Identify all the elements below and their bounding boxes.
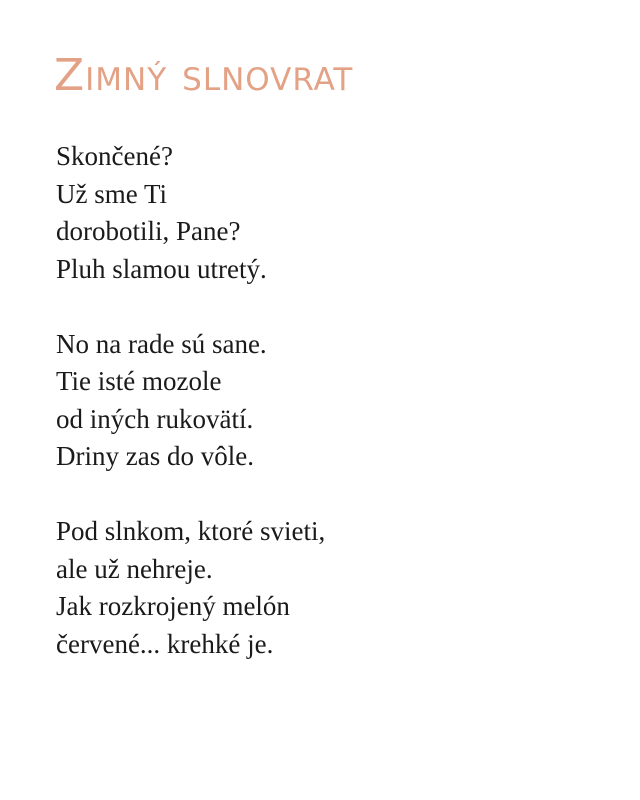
poem-line: Už sme Ti xyxy=(56,178,168,209)
poem-line: ale už nehreje. xyxy=(56,553,213,584)
poem-line: Driny zas do vôle. xyxy=(56,441,254,471)
poem-line: Tie isté mozole xyxy=(56,366,222,396)
poem-body xyxy=(56,138,325,663)
poem-line: červené... krehké je. xyxy=(56,628,274,659)
poem-line: od iných rukovätí. xyxy=(56,403,254,434)
poem-line: Pluh slamou utretý. xyxy=(56,253,267,284)
stanza-2 xyxy=(56,326,325,476)
poem-line: Pod slnkom, ktoré svieti, xyxy=(56,516,326,546)
poem-line: dorobotili, Pane? xyxy=(56,216,241,246)
poem-line: Skončené? xyxy=(56,141,173,171)
poem-line: Jak rozkrojený melón xyxy=(56,591,290,621)
poem-title: Zimný slnovrat xyxy=(54,50,354,101)
stanza-3 xyxy=(56,513,325,663)
stanza-1 xyxy=(56,138,325,288)
poem-line: No na rade sú sane. xyxy=(56,328,267,359)
